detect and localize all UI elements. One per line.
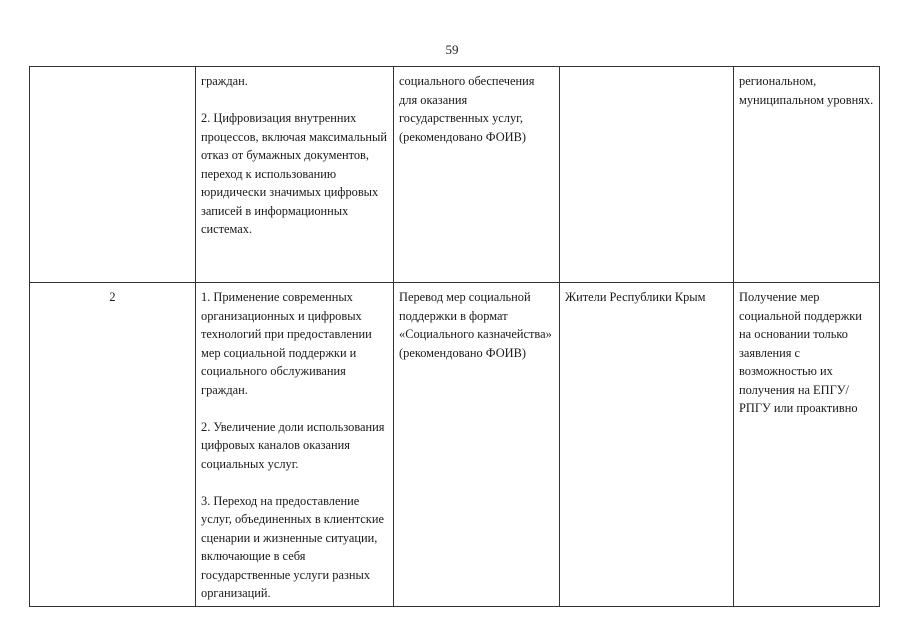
page-number: 59 xyxy=(445,42,459,57)
measures-text: социального обеспечения для оказания государственных услуг, (рекомендовано ФОИВ) xyxy=(399,74,535,144)
result-cell xyxy=(734,67,880,283)
table-row xyxy=(30,283,880,607)
recipients-cell xyxy=(560,67,734,283)
row-number-cell xyxy=(30,67,196,283)
tasks-cell xyxy=(196,283,394,607)
recipients-text: Жители Республики Крым xyxy=(565,290,706,304)
result-cell xyxy=(734,283,880,607)
table-row xyxy=(30,67,880,283)
tasks-paragraph: граждан. xyxy=(201,74,248,88)
recipients-cell xyxy=(560,283,734,607)
result-text: Получение мер социальной поддержки на основании только заявления с возможностью их получения на ЕПГУ/РПГУ или проактивно xyxy=(739,290,862,415)
measures-table xyxy=(29,66,880,607)
tasks-cell xyxy=(196,67,394,283)
tasks-paragraph: 2. Цифровизация внутренних процессов, включая максимальный отказ от бумажных документов, переход к использованию юридически значимых цифровых записей в информационных системах. xyxy=(201,111,387,236)
result-text: региональном, муниципальном уровнях. xyxy=(739,74,874,107)
measures-text: Перевод мер социальной поддержки в формат «Социального казначейства» (рекомендовано ФОИВ) xyxy=(399,290,552,360)
row-number-cell: 2 xyxy=(30,283,196,607)
measures-cell xyxy=(394,67,560,283)
tasks-paragraph: 2. Увеличение доли использования цифровых каналов оказания социальных услуг. xyxy=(201,419,385,471)
tasks-paragraph: 1. Применение современных организационных и цифровых технологий при предоставлении мер социальной поддержки и социального обслуживания граждан. xyxy=(201,290,372,397)
tasks-paragraph: 3. Переход на предоставление услуг, объединенных в клиентские сценарии и жизненные ситуации, включающие в себя государственные услуги разных организаций. xyxy=(201,493,384,600)
measures-cell xyxy=(394,283,560,607)
